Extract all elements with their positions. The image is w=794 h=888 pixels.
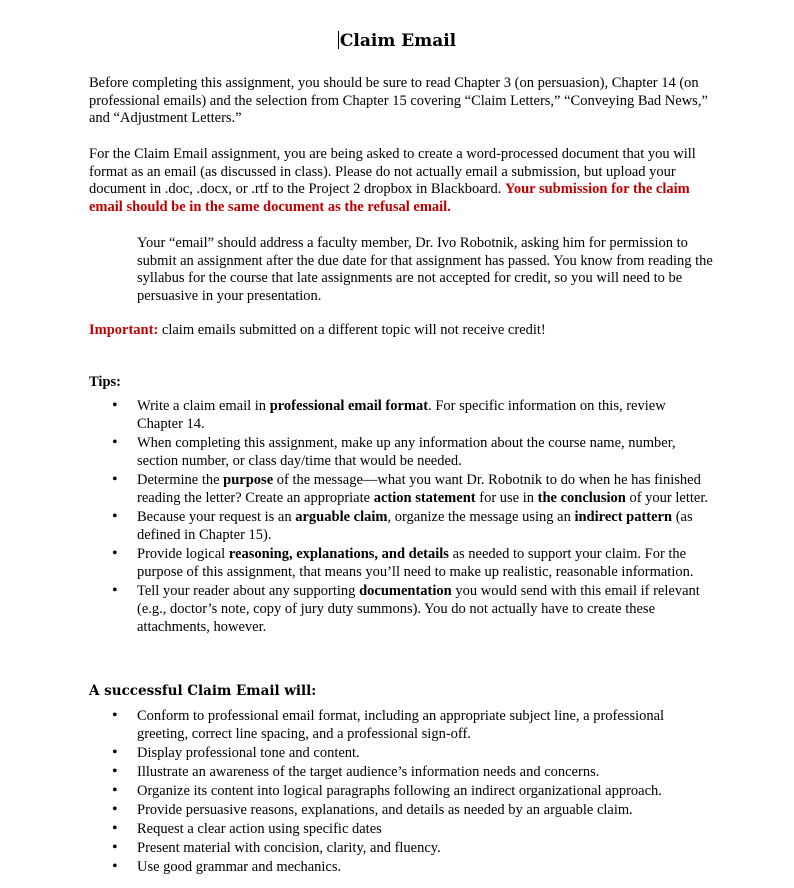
intro-paragraph: Before completing this assignment, you should be sure to read Chapter 3 (on persuasion), Chapter 14 (on professional emails) and the selection from Chapter 15 covering “Claim Letters,” “Conveying Bad News,” and “Adjustment Letters.” [89, 75, 708, 127]
list-item: • Organize its content into logical paragraphs following an indirect organizational approach. [89, 782, 714, 800]
list-item: • Determine the purpose of the message—what you want Dr. Robotnik to do when he has finished reading the letter? Create an appropriate action statement for use in the conclusion of your letter. [89, 471, 714, 507]
tips-heading: Tips: [89, 374, 121, 390]
assignment-emphasis: Your submission for the claim email should be in the same document as the refusal email. [89, 181, 690, 215]
criteria-list [89, 707, 714, 877]
list-item: • Request a clear action using specific dates [89, 820, 714, 838]
list-item: • Write a claim email in professional email format. For specific information on this, review Chapter 14. [89, 397, 714, 433]
list-item: • Because your request is an arguable claim, organize the message using an indirect pattern (as defined in Chapter 15). [89, 508, 714, 544]
list-item: • When completing this assignment, make up any information about the course name, number, section number, or class day/time that would be needed. [89, 434, 714, 470]
criteria-heading: A successful Claim Email will: [89, 683, 317, 699]
list-item: • Provide persuasive reasons, explanations, and details as needed by an arguable claim. [89, 801, 714, 819]
text-cursor [338, 31, 339, 49]
list-item: • Tell your reader about any supporting documentation you would send with this email if relevant (e.g., doctor’s note, copy of jury duty summons). You do not actually have to create these attachments, however. [89, 582, 714, 636]
list-item: • Provide logical reasoning, explanations, and details as needed to support your claim. For the purpose of this assignment, that means you’ll need to make up realistic, reasonable information. [89, 545, 714, 581]
assignment-paragraph [89, 146, 714, 216]
list-item: • Present material with concision, clarity, and fluency. [89, 839, 714, 857]
important-note [89, 322, 714, 340]
list-item: • Use good grammar and mechanics. [89, 858, 714, 876]
list-item: • Display professional tone and content. [89, 744, 714, 762]
assignment-text: For the Claim Email assignment, you are being asked to create a word-processed document that you will format as an email (as discussed in class). Please do not actually email a submission, but upload your document in .doc, .docx, or .rtf to the Project 2 dropbox in Blackboard. [89, 146, 696, 198]
important-label: Important: [89, 322, 159, 338]
list-item: • Conform to professional email format, including an appropriate subject line, a professional greeting, correct line spacing, and a professional sign-off. [89, 707, 714, 743]
list-item: • Illustrate an awareness of the target audience’s information needs and concerns. [89, 763, 714, 781]
scenario-paragraph: Your “email” should address a faculty member, Dr. Ivo Robotnik, asking him for permission to submit an assignment after the due date for that assignment has passed. You know from reading the syllabus for the course that late assignments are not accepted for credit, so you will need to be persuasive in your presentation. [137, 235, 713, 304]
document-title: Claim Email [339, 31, 457, 51]
important-text: claim emails submitted on a different topic will not receive credit! [158, 322, 546, 338]
tips-list [89, 397, 714, 637]
